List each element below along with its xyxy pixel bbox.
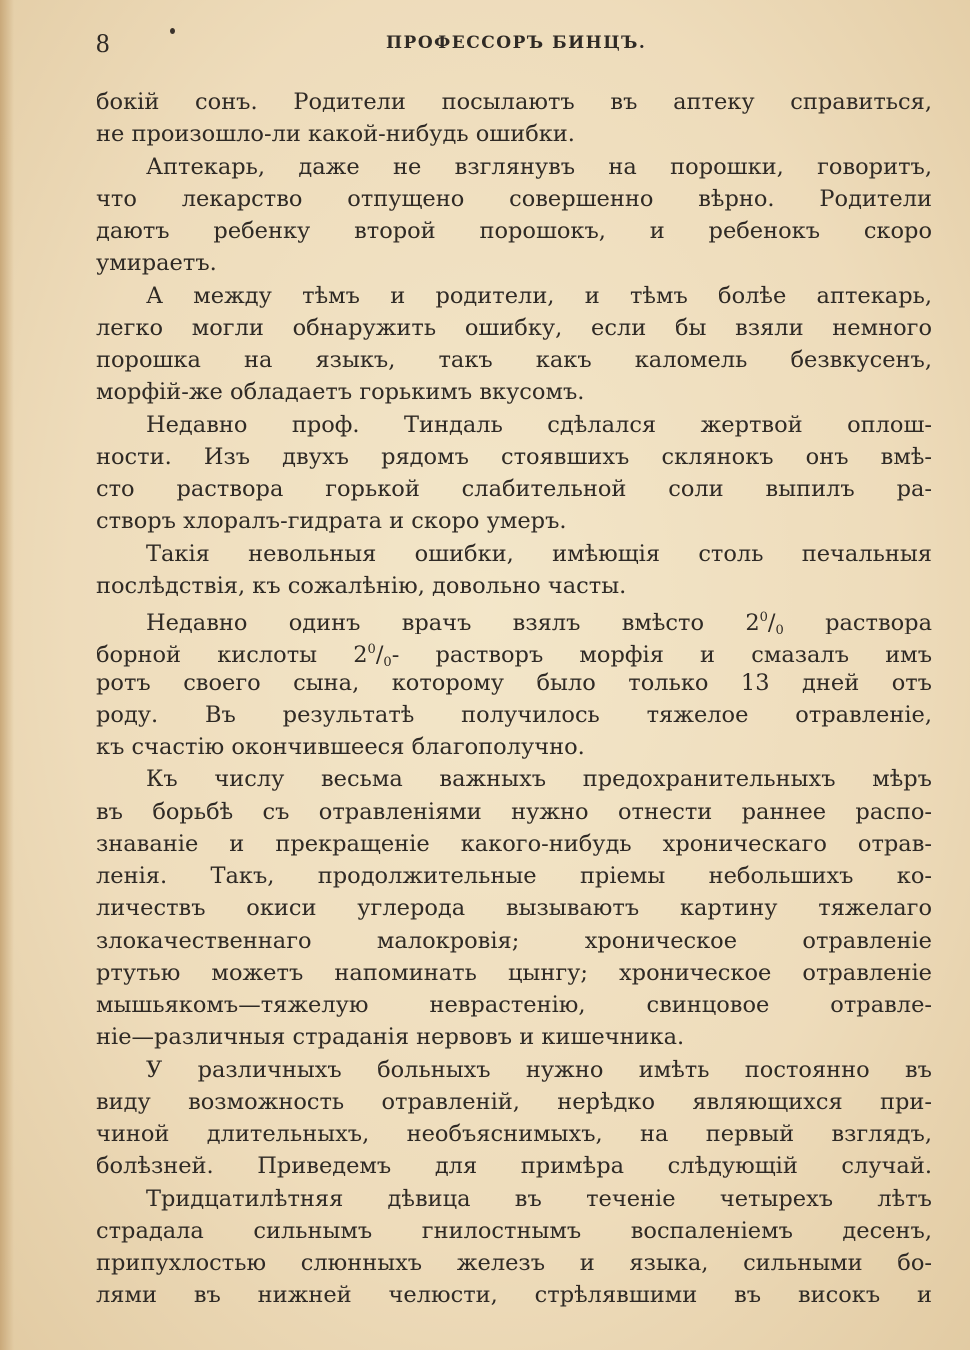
line-text-after-percent: раствора <box>783 610 932 635</box>
text-line: морфій-же обладаетъ горькимъ вкусомъ. <box>96 379 585 406</box>
text-line: даютъ ребенку второй порошокъ, и ребенокъ скоро <box>96 218 932 244</box>
text-line: ности. Изъ двухъ рядомъ стоявшихъ склянокъ онъ вмѣ- <box>96 443 932 470</box>
text-line: легко могли обнаружить ошибку, если бы взяли немного <box>96 314 932 341</box>
text-line: страдала сильнымъ гнилостнымъ воспаленіемъ десенъ, <box>96 1217 932 1244</box>
text-line: послѣдствія, къ сожалѣнію, довольно часты. <box>96 572 627 599</box>
ink-spot <box>170 28 175 34</box>
text-line: ленія. Такъ, продолжительные пріемы небольшихъ ко- <box>96 863 932 889</box>
text-line: лями въ нижней челюсти, стрѣлявшими въ високъ и <box>96 1282 932 1309</box>
percent-sign-sub: 0 <box>775 623 784 635</box>
text-line <box>96 602 932 634</box>
text-line: виду возможность отравленій, нерѣдко являющихся при- <box>96 1088 932 1115</box>
text-line: чиной длительныхъ, необъяснимыхъ, на первый взглядъ, <box>96 1121 932 1147</box>
text-line: припухлостью слюнныхъ железъ и языка, сильными бо- <box>96 1250 932 1276</box>
text-line: въ борьбѣ съ отравленіями нужно отнести раннее распо- <box>96 798 932 825</box>
text-line: умираетъ. <box>96 250 217 277</box>
page-number: 8 <box>96 28 110 58</box>
percent-sign-sup: 0 <box>759 610 768 625</box>
running-head <box>96 28 932 58</box>
text-line <box>96 634 932 666</box>
running-head-title: ПРОФЕССОРЪ БИНЦЪ. <box>386 33 647 53</box>
text-line: У различныхъ больныхъ нужно имѣть постоянно въ <box>146 1056 932 1083</box>
line-text-before-percent: борной кислоты 2 <box>96 642 368 667</box>
text-line: Къ числу весьма важныхъ предохранительныхъ мѣръ <box>146 766 932 793</box>
text-line: Аптекарь, даже не взглянувъ на порошки, говоритъ, <box>146 153 932 180</box>
text-line: знаваніе и прекращеніе какого-нибудь хроническаго отрав- <box>96 830 932 857</box>
text-line: А между тѣмъ и родители, и тѣмъ болѣе аптекарь, <box>146 282 932 309</box>
line-text-after-percent: - растворъ морфія и смазалъ имъ <box>391 642 932 667</box>
percent-sign-slash: / <box>375 642 384 667</box>
text-line: ніе—различныя страданія нервовъ и кишечника. <box>96 1024 685 1051</box>
text-line: створъ хлоралъ-гидрата и скоро умеръ. <box>96 508 567 535</box>
percent-sign-sup: 0 <box>367 642 376 658</box>
page-edge-shadow <box>0 0 14 1350</box>
text-line: ртутью можетъ напоминать цынгу; хроническое отравленіе <box>96 959 932 986</box>
text-line: къ счастію окончившееся благополучно. <box>96 734 585 760</box>
text-line: личествъ окиси углерода вызываютъ картину тяжелаго <box>96 895 932 922</box>
text-line: что лекарство отпущено совершенно вѣрно. Родители <box>96 185 932 212</box>
text-line: роду. Въ результатѣ получилось тяжелое отравленіе, <box>96 701 932 728</box>
text-line: ротъ своего сына, которому было только 13 дней отъ <box>96 669 932 696</box>
text-line: сто раствора горькой слабительной соли выпилъ ра- <box>96 476 932 502</box>
body-text <box>96 86 932 1312</box>
text-line: мышьякомъ—тяжелую неврастенію, свинцовое отравле- <box>96 992 932 1018</box>
text-line: не произошло-ли какой-нибудь ошибки. <box>96 121 575 148</box>
text-line: Такія невольныя ошибки, имѣющія столь печальныя <box>146 540 932 567</box>
text-line: злокачественнаго малокровія; хроническое отравленіе <box>96 927 932 954</box>
text-line: Тридцатилѣтняя дѣвица въ теченіе четырехъ лѣтъ <box>146 1185 932 1212</box>
text-line: порошка на языкъ, такъ какъ каломель безвкусенъ, <box>96 347 932 373</box>
line-text-before-percent: Недавно одинъ врачъ взялъ вмѣсто 2 <box>146 610 760 635</box>
text-line: болѣзней. Приведемъ для примѣра слѣдующій случай. <box>96 1153 932 1180</box>
percent-sign-sub: 0 <box>383 655 392 667</box>
text-line: бокій сонъ. Родители посылаютъ въ аптеку справиться, <box>96 89 932 115</box>
text-line: Недавно проф. Тиндаль сдѣлался жертвой оплош- <box>146 411 932 438</box>
percent-sign-slash: / <box>767 610 776 635</box>
